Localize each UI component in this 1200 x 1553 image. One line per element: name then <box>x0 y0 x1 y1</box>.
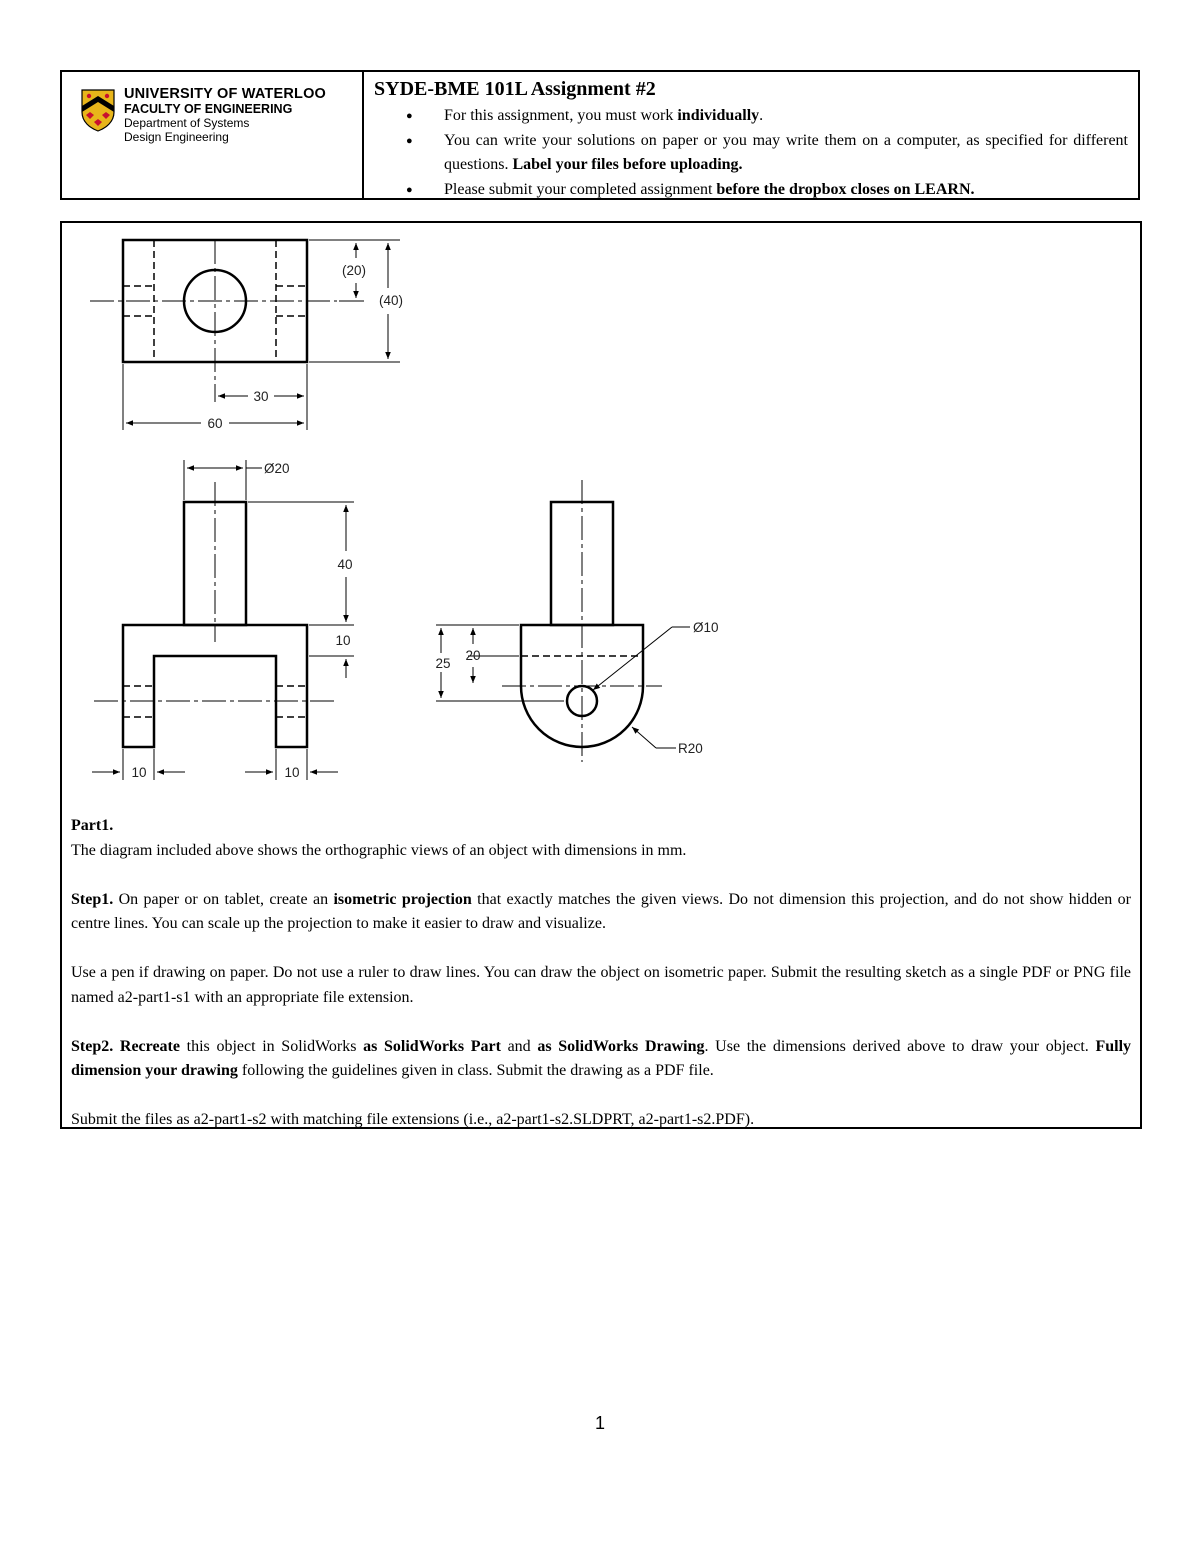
dim-side-radius: R20 <box>678 741 703 756</box>
part1-text <box>71 814 1131 1133</box>
dim-front-height: 40 <box>337 557 353 572</box>
instructions-list <box>374 104 1128 202</box>
department-line-1: Department of Systems <box>124 116 250 130</box>
dim-top-total-height: (40) <box>378 293 404 308</box>
dim-side-20: 20 <box>465 648 481 663</box>
instruction-item: ● You can write your solutions on paper or you may write them on a computer, as specified for different questions. Label your files before uploading. <box>374 129 1128 178</box>
step2-paragraph: Step2. Recreate this object in SolidWorks as SolidWorks Part and as SolidWorks Drawing. Use the dimensions derived above to draw your object. Fully dimension your drawing following the guidelines given in class. Submit the drawing as a PDF file. <box>71 1037 1132 1079</box>
department-line-2: Design Engineering <box>124 130 229 144</box>
side-view <box>436 480 690 762</box>
faculty-name: FACULTY OF ENGINEERING <box>124 102 293 116</box>
header-table <box>60 70 1140 200</box>
dim-top-width: 60 <box>207 416 223 431</box>
assignment-title: SYDE-BME 101L Assignment #2 <box>374 78 656 100</box>
dim-front-right-leg: 10 <box>284 765 300 780</box>
step1-paragraph: Step1. On paper or on tablet, create an isometric projection that exactly matches the given views. Do not dimension this projection, and do not show hidden or centre lines. You can scale up the projection to make it easier to draw and visualize. <box>71 890 1131 932</box>
front-view <box>92 460 354 780</box>
header-logo-cell <box>62 72 364 198</box>
content-box <box>60 221 1142 1129</box>
instruction-item: ● Please submit your completed assignment before the dropbox closes on LEARN. <box>374 178 1128 203</box>
orthographic-drawing <box>62 223 1140 813</box>
dim-top-inner-height: (20) <box>341 263 367 278</box>
dim-front-left-leg: 10 <box>131 765 147 780</box>
part1-intro: The diagram included above shows the orthographic views of an object with dimensions in mm. <box>71 841 687 859</box>
university-name: UNIVERSITY OF WATERLOO <box>124 86 327 102</box>
dim-front-thickness: 10 <box>335 633 351 648</box>
university-crest-icon <box>80 88 116 132</box>
dim-side-hole: Ø10 <box>693 620 719 635</box>
dim-side-25: 25 <box>435 656 451 671</box>
step1-pen-paragraph: Use a pen if drawing on paper. Do not use a ruler to draw lines. You can draw the object on isometric paper. Submit the resulting sketch as a single PDF or PNG file named a2-part1-s1 with an appropriate file extension. <box>71 964 1131 1006</box>
dim-front-diameter: Ø20 <box>264 461 290 476</box>
page-number: 1 <box>594 1413 605 1433</box>
header-info-cell <box>364 72 1138 198</box>
dim-top-half-width: 30 <box>253 389 269 404</box>
submit-paragraph: Submit the files as a2-part1-s2 with matching file extensions (i.e., a2-part1-s2.SLDPRT, a2-part1-s2.PDF). <box>71 1111 755 1128</box>
part1-heading: Part1. <box>71 817 114 834</box>
instruction-item: ● For this assignment, you must work individually. <box>374 104 1128 129</box>
